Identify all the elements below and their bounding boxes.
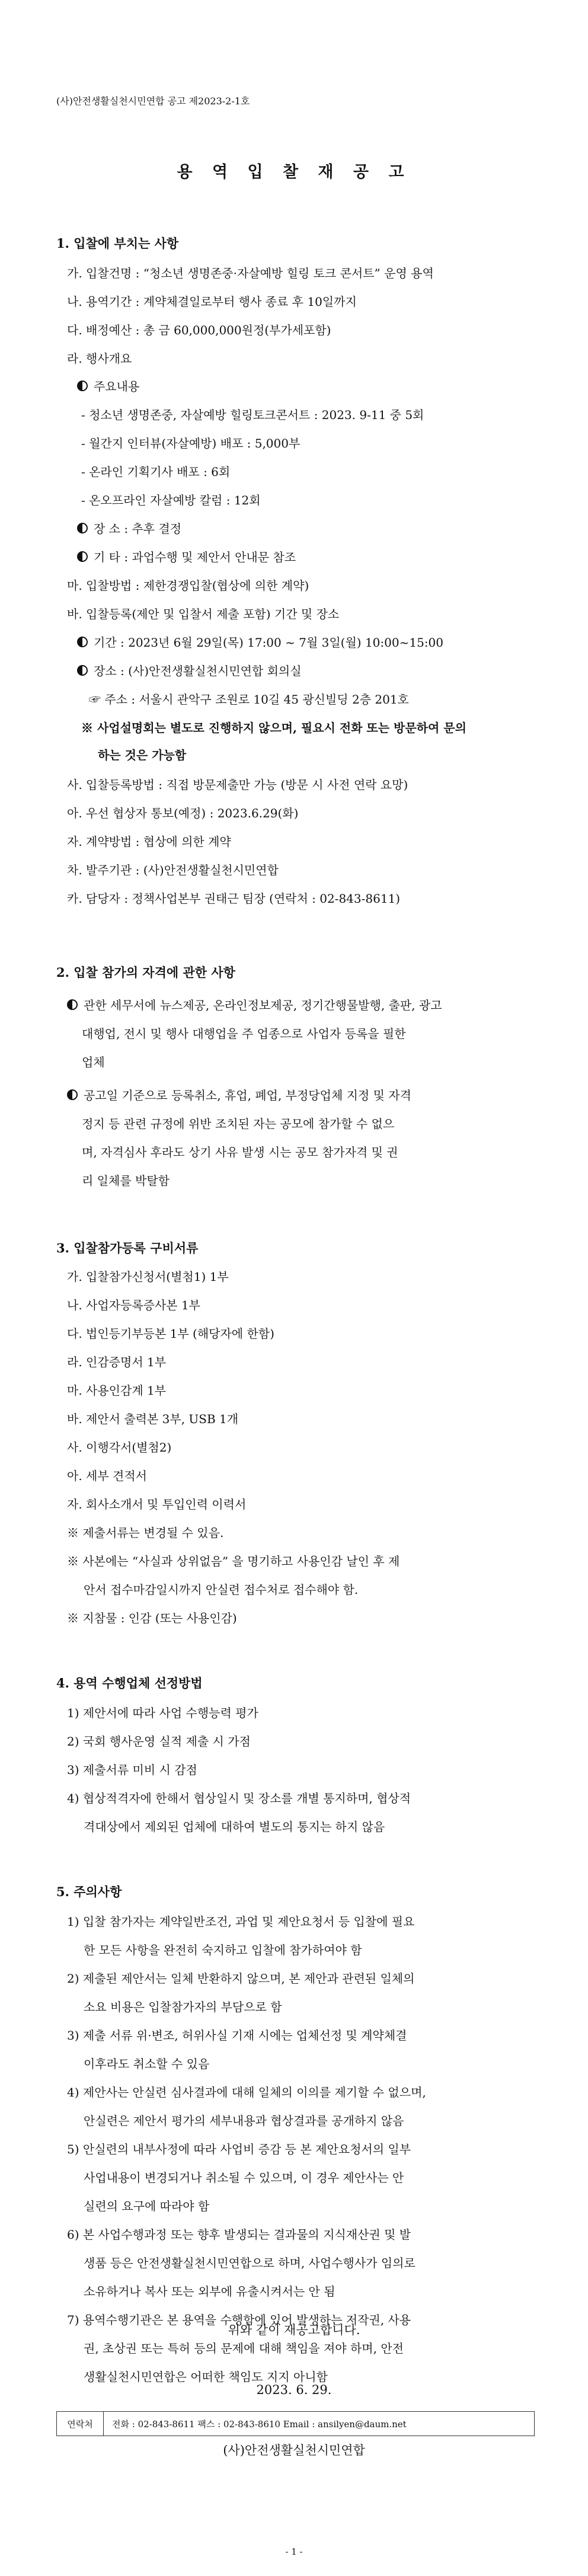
s5-line: 2) 제출된 제안서는 일체 반환하지 않으며, 본 제안과 관련된 일체의 [67, 1971, 415, 1986]
s3-item: 마. 사용인감계 1부 [67, 1383, 167, 1398]
page-number: - 1 - [285, 2546, 303, 2557]
half-circle-bullet-icon [67, 999, 78, 1010]
s4-line: 격대상에서 제외된 업체에 대하여 별도의 통지는 하지 않음 [84, 1820, 385, 1834]
half-circle-bullet-icon [77, 637, 88, 647]
section-5-heading: 5. 주의사항 [56, 1884, 122, 1899]
s1-line: 카. 담당자 : 정책사업본부 권태근 팀장 (연락처 : 02-843-8611) [67, 891, 401, 906]
s1-line: 라. 행사개요 [67, 351, 132, 366]
s1-line: 아. 우선 협상자 통보(예정) : 2023.6.29(화) [67, 806, 299, 820]
s3-item: 라. 인감증명서 1부 [67, 1355, 167, 1369]
half-circle-bullet-icon [77, 523, 88, 533]
s1-line: 차. 발주기관 : (사)안전생활실천시민연합 [67, 863, 279, 877]
s4-line: 3) 제출서류 미비 시 감점 [67, 1763, 197, 1777]
s1-note: 하는 것은 가능함 [98, 748, 187, 762]
s1-note: ※ 사업설명회는 별도로 진행하지 않으며, 필요시 전화 또는 방문하여 문의 [81, 721, 466, 735]
s2-bullet-line: 관한 세무서에 뉴스제공, 온라인정보제공, 정기간행물발행, 출판, 광고 [67, 996, 442, 1013]
s5-line: 소유하거나 복사 또는 외부에 유출시켜서는 안 됨 [84, 2284, 335, 2299]
s2-line: 정지 등 관련 규정에 위반 조치된 자는 공모에 참가할 수 없으 [82, 1117, 395, 1131]
notice-date: 2023. 6. 29. [256, 2383, 332, 2397]
s1-line: 나. 용역기간 : 계약체결일로부터 행사 종료 후 10일까지 [67, 295, 357, 309]
organization-name: (사)안전생활실천시민연합 [223, 2443, 365, 2457]
s5-line: 이후라도 취소할 수 있음 [84, 2057, 210, 2071]
half-circle-bullet-icon [67, 1089, 78, 1100]
s1-bullet-line: 기 타 : 과업수행 및 제안서 안내문 참조 [77, 548, 296, 565]
s3-item: 사. 이행각서(별첨2) [67, 1440, 172, 1455]
half-circle-bullet-icon [77, 551, 88, 562]
s5-line: 실련의 요구에 따라야 함 [84, 2199, 210, 2213]
closing-text: 위와 같이 재공고합니다. [228, 2323, 360, 2337]
s2-line: 리 일체를 박탈함 [82, 1174, 170, 1188]
contact-box [56, 2411, 535, 2436]
section-1-heading: 1. 입찰에 부치는 사항 [56, 236, 179, 251]
s1-line: 가. 입찰건명 : “청소년 생명존중·자살예방 힐링 토크 콘서트” 운영 용역 [67, 266, 434, 280]
contact-label: 연락처 [57, 2412, 104, 2436]
contact-value: 전화 : 02-843-8611 팩스 : 02-843-8610 Email : ansilyen@daum.net [112, 2418, 407, 2430]
s1-line: - 월간지 인터뷰(자살예방) 배포 : 5,000부 [81, 436, 301, 450]
s3-item: 다. 법인등기부등본 1부 (해당자에 한함) [67, 1327, 274, 1341]
s1-line: 바. 입찰등록(제안 및 입찰서 제출 포함) 기간 및 장소 [67, 607, 340, 621]
s1-line: 다. 배정예산 : 총 금 60,000,000원정(부가세포함) [67, 323, 331, 337]
s4-line: 2) 국회 행사운영 실적 제출 시 가점 [67, 1734, 251, 1749]
section-2-heading: 2. 입찰 참가의 자격에 관한 사항 [56, 965, 235, 980]
s1-line: ☞ 주소 : 서울시 관악구 조원로 10길 45 광신빌딩 2층 201호 [89, 692, 409, 707]
s3-item: 가. 입찰참가신청서(별첨1) 1부 [67, 1270, 229, 1284]
s3-item: 자. 회사소개서 및 투입인력 이력서 [67, 1497, 247, 1511]
s1-line: - 청소년 생명존중, 자살예방 힐링토크콘서트 : 2023. 9-11 중 5회 [81, 408, 424, 422]
s1-line: - 온오프라인 자살예방 칼럼 : 12회 [81, 493, 261, 507]
section-3-heading: 3. 입찰참가등록 구비서류 [56, 1241, 199, 1255]
s3-item: 나. 사업자등록증사본 1부 [67, 1298, 200, 1312]
s3-note: ※ 제출서류는 변경될 수 있음. [67, 1526, 224, 1540]
s5-line: 생품 등은 안전생활실천시민연합으로 하며, 사업수행사가 임의로 [84, 2256, 416, 2270]
s5-line: 3) 제출 서류 위·변조, 허위사실 기재 시에는 업체선정 및 계약체결 [67, 2028, 407, 2043]
half-circle-bullet-icon [77, 381, 88, 391]
s1-bullet-line: 장 소 : 추후 결정 [77, 519, 181, 536]
s5-line: 7) 용역수행기관은 본 용역을 수행함에 있어 발생하는 저작권, 사용 [67, 2313, 411, 2327]
s5-line: 생활실천시민연합은 어떠한 책임도 지지 아니함 [84, 2370, 328, 2384]
s3-item: 아. 세부 견적서 [67, 1469, 147, 1483]
s1-line: 자. 계약방법 : 협상에 의한 계약 [67, 835, 231, 849]
s3-note: 안서 접수마감일시까지 안실련 접수처로 접수해야 함. [84, 1583, 359, 1597]
s2-line: 며, 자격심사 후라도 상기 사유 발생 시는 공모 참가자격 및 권 [82, 1145, 398, 1159]
document-number: (사)안전생활실천시민연합 공고 제2023-2-1호 [56, 95, 250, 107]
s1-line: 사. 입찰등록방법 : 직접 방문제출만 가능 (방문 시 사전 연락 요망) [67, 778, 408, 792]
s5-line: 사업내용이 변경되거나 취소될 수 있으며, 이 경우 제안사는 안 [84, 2171, 404, 2185]
s4-line: 4) 협상적격자에 한해서 협상일시 및 장소를 개별 통지하며, 협상적 [67, 1791, 411, 1805]
s5-line: 소요 비용은 입찰참가자의 부담으로 함 [84, 2000, 282, 2014]
s5-line: 4) 제안사는 안실련 심사결과에 대해 일체의 이의를 제기할 수 없으며, [67, 2085, 426, 2099]
s5-line: 5) 안실련의 내부사정에 따라 사업비 증감 등 본 제안요청서의 일부 [67, 2142, 411, 2156]
s5-line: 6) 본 사업수행과정 또는 향후 발생되는 결과물의 지식재산권 및 발 [67, 2227, 411, 2242]
s5-line: 1) 입찰 참가자는 계약일반조건, 과업 및 제안요청서 등 입찰에 필요 [67, 1915, 415, 1929]
section-4-heading: 4. 용역 수행업체 선정방법 [56, 1676, 203, 1690]
s1-bullet-line: 주요내용 [77, 377, 139, 394]
s2-line: 업체 [82, 1055, 105, 1069]
s5-line: 안실련은 제안서 평가의 세부내용과 협상결과를 공개하지 않음 [84, 2114, 404, 2128]
s5-line: 한 모든 사항을 완전히 숙지하고 입찰에 참가하여야 함 [84, 1943, 362, 1957]
page-title: 용 역 입 찰 재 공 고 [177, 163, 411, 181]
s1-bullet-line: 기간 : 2023년 6월 29일(목) 17:00 ~ 7월 3일(월) 10:00~15:00 [77, 633, 443, 650]
s1-line: 마. 입찰방법 : 제한경쟁입찰(협상에 의한 계약) [67, 579, 309, 593]
s4-line: 1) 제안서에 따라 사업 수행능력 평가 [67, 1706, 258, 1720]
s1-line: - 온라인 기획기사 배포 : 6회 [81, 465, 231, 479]
s3-item: 바. 제안서 출력본 3부, USB 1개 [67, 1412, 239, 1426]
s5-line: 권, 초상권 또는 특허 등의 문제에 대해 책임을 져야 하며, 안전 [84, 2341, 404, 2356]
s2-line: 대행업, 전시 및 행사 대행업을 주 업종으로 사업자 등록을 필한 [82, 1027, 406, 1041]
s3-note: ※ 지참물 : 인감 (또는 사용인감) [67, 1611, 237, 1625]
s2-bullet-line: 공고일 기준으로 등록취소, 휴업, 폐업, 부정당업체 지정 및 자격 [67, 1086, 411, 1103]
s1-bullet-line: 장소 : (사)안전생활실천시민연합 회의실 [77, 661, 302, 679]
s3-note: ※ 사본에는 “사실과 상위없음” 을 명기하고 사용인감 날인 후 제 [67, 1554, 400, 1568]
half-circle-bullet-icon [77, 665, 88, 676]
